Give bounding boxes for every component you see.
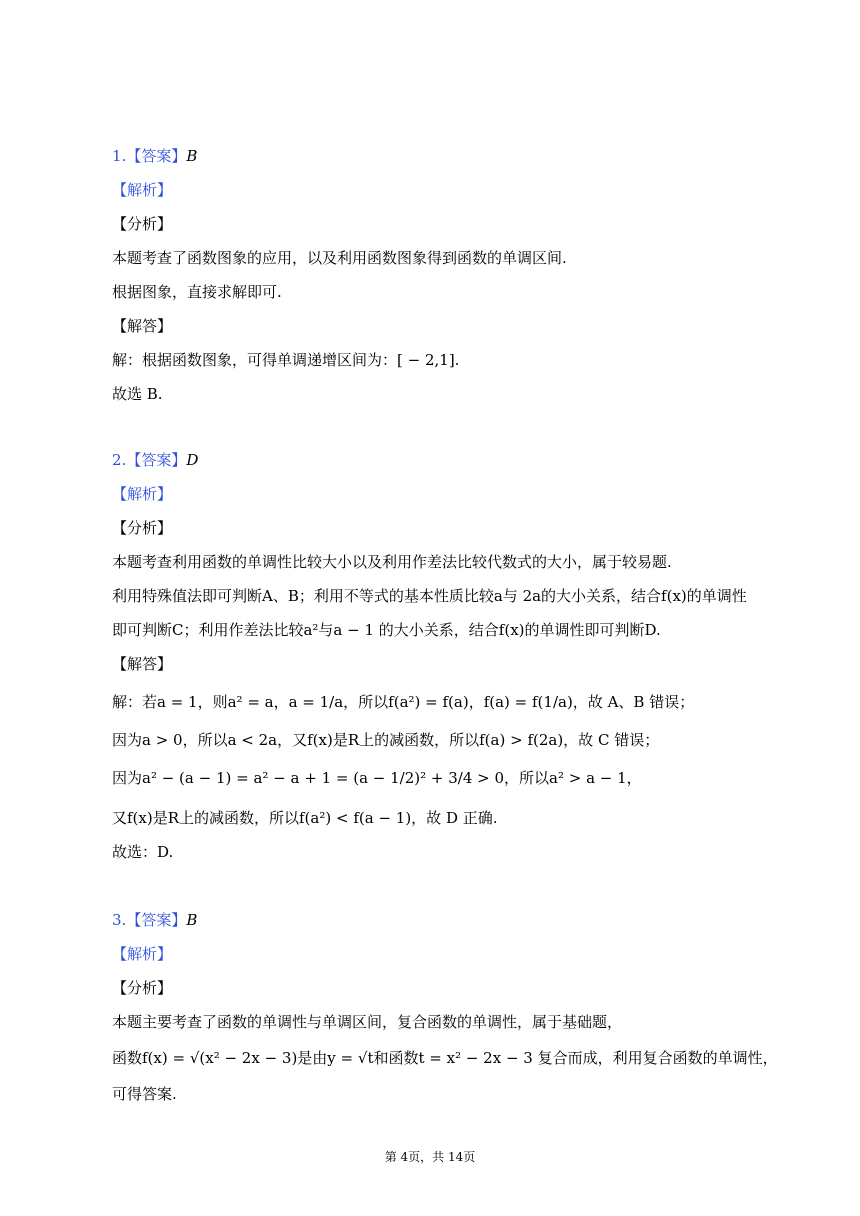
q2-jieda-label: 【解答】 — [112, 655, 173, 673]
q3-analysis-line: 本题主要考查了函数的单调性与单调区间，复合函数的单调性，属于基础题， — [112, 1013, 623, 1031]
q2-analysis-line: 本题考查利用函数的单调性比较大小以及利用作差法比较代数式的大小，属于较易题. — [112, 553, 672, 571]
q1-solution-line: 解：根据函数图象，可得单调递增区间为：[ − 2,1]. — [112, 351, 460, 369]
q2-solution-line: 又f(x)是R上的减函数，所以f(a²) < f(a − 1)，故 D 正确. — [112, 809, 498, 827]
q1-fenxi-label: 【分析】 — [112, 215, 173, 233]
q2-solution-line: 因为a² − (a − 1) = a² − a + 1 = (a − 1/2)² + 3/4 > 0，所以a² > a − 1， — [112, 769, 642, 787]
q3-jiexi-label: 【解析】 — [112, 945, 173, 963]
q2-answer: D — [186, 451, 199, 469]
q3-number: 3. — [112, 911, 127, 929]
q3-heading — [112, 910, 197, 930]
page-footer: 第 4页，共 14页 — [384, 1150, 476, 1164]
q1-number: 1. — [112, 147, 127, 165]
q3-analysis-line: 函数f(x) = √(x² − 2x − 3)是由y = √t和函数t = x² − 2x − 3 复合而成，利用复合函数的单调性， — [112, 1049, 778, 1067]
q1-jiexi-label: 【解析】 — [112, 181, 173, 199]
q2-jiexi-label: 【解析】 — [112, 485, 173, 503]
q3-fenxi-label: 【分析】 — [112, 979, 173, 997]
q1-answer-tag: 【答案】 — [126, 147, 187, 165]
q2-number: 2. — [112, 451, 127, 469]
q3-analysis-line: 可得答案. — [112, 1085, 177, 1103]
q2-analysis-line: 利用特殊值法即可判断A、B；利用不等式的基本性质比较a与 2a的大小关系，结合f(x)的单调性 — [112, 587, 747, 605]
q2-solution-line: 因为a > 0，所以a < 2a，又f(x)是R上的减函数，所以f(a) > f(2a)，故 C 错误； — [112, 731, 660, 749]
q2-answer-tag: 【答案】 — [126, 451, 187, 469]
q1-solution-line: 故选 B. — [112, 385, 163, 403]
q2-heading — [112, 450, 198, 470]
q2-analysis-line: 即可判断C；利用作差法比较a²与a − 1 的大小关系，结合f(x)的单调性即可判断D. — [112, 621, 661, 639]
q1-answer: B — [186, 147, 198, 165]
q1-analysis-line: 本题考查了函数图象的应用，以及利用函数图象得到函数的单调区间. — [112, 249, 567, 267]
q1-analysis-line: 根据图象，直接求解即可. — [112, 283, 282, 301]
q2-solution-line: 解：若a = 1，则a² = a，a = 1/a，所以f(a²) = f(a)，f(a) = f(1/a)，故 A、B 错误； — [112, 693, 695, 711]
q1-jieda-label: 【解答】 — [112, 317, 173, 335]
q1-heading — [112, 146, 197, 166]
q2-fenxi-label: 【分析】 — [112, 519, 173, 537]
q3-answer: B — [186, 911, 198, 929]
q3-answer-tag: 【答案】 — [126, 911, 187, 929]
q2-solution-line: 故选：D. — [112, 843, 174, 861]
